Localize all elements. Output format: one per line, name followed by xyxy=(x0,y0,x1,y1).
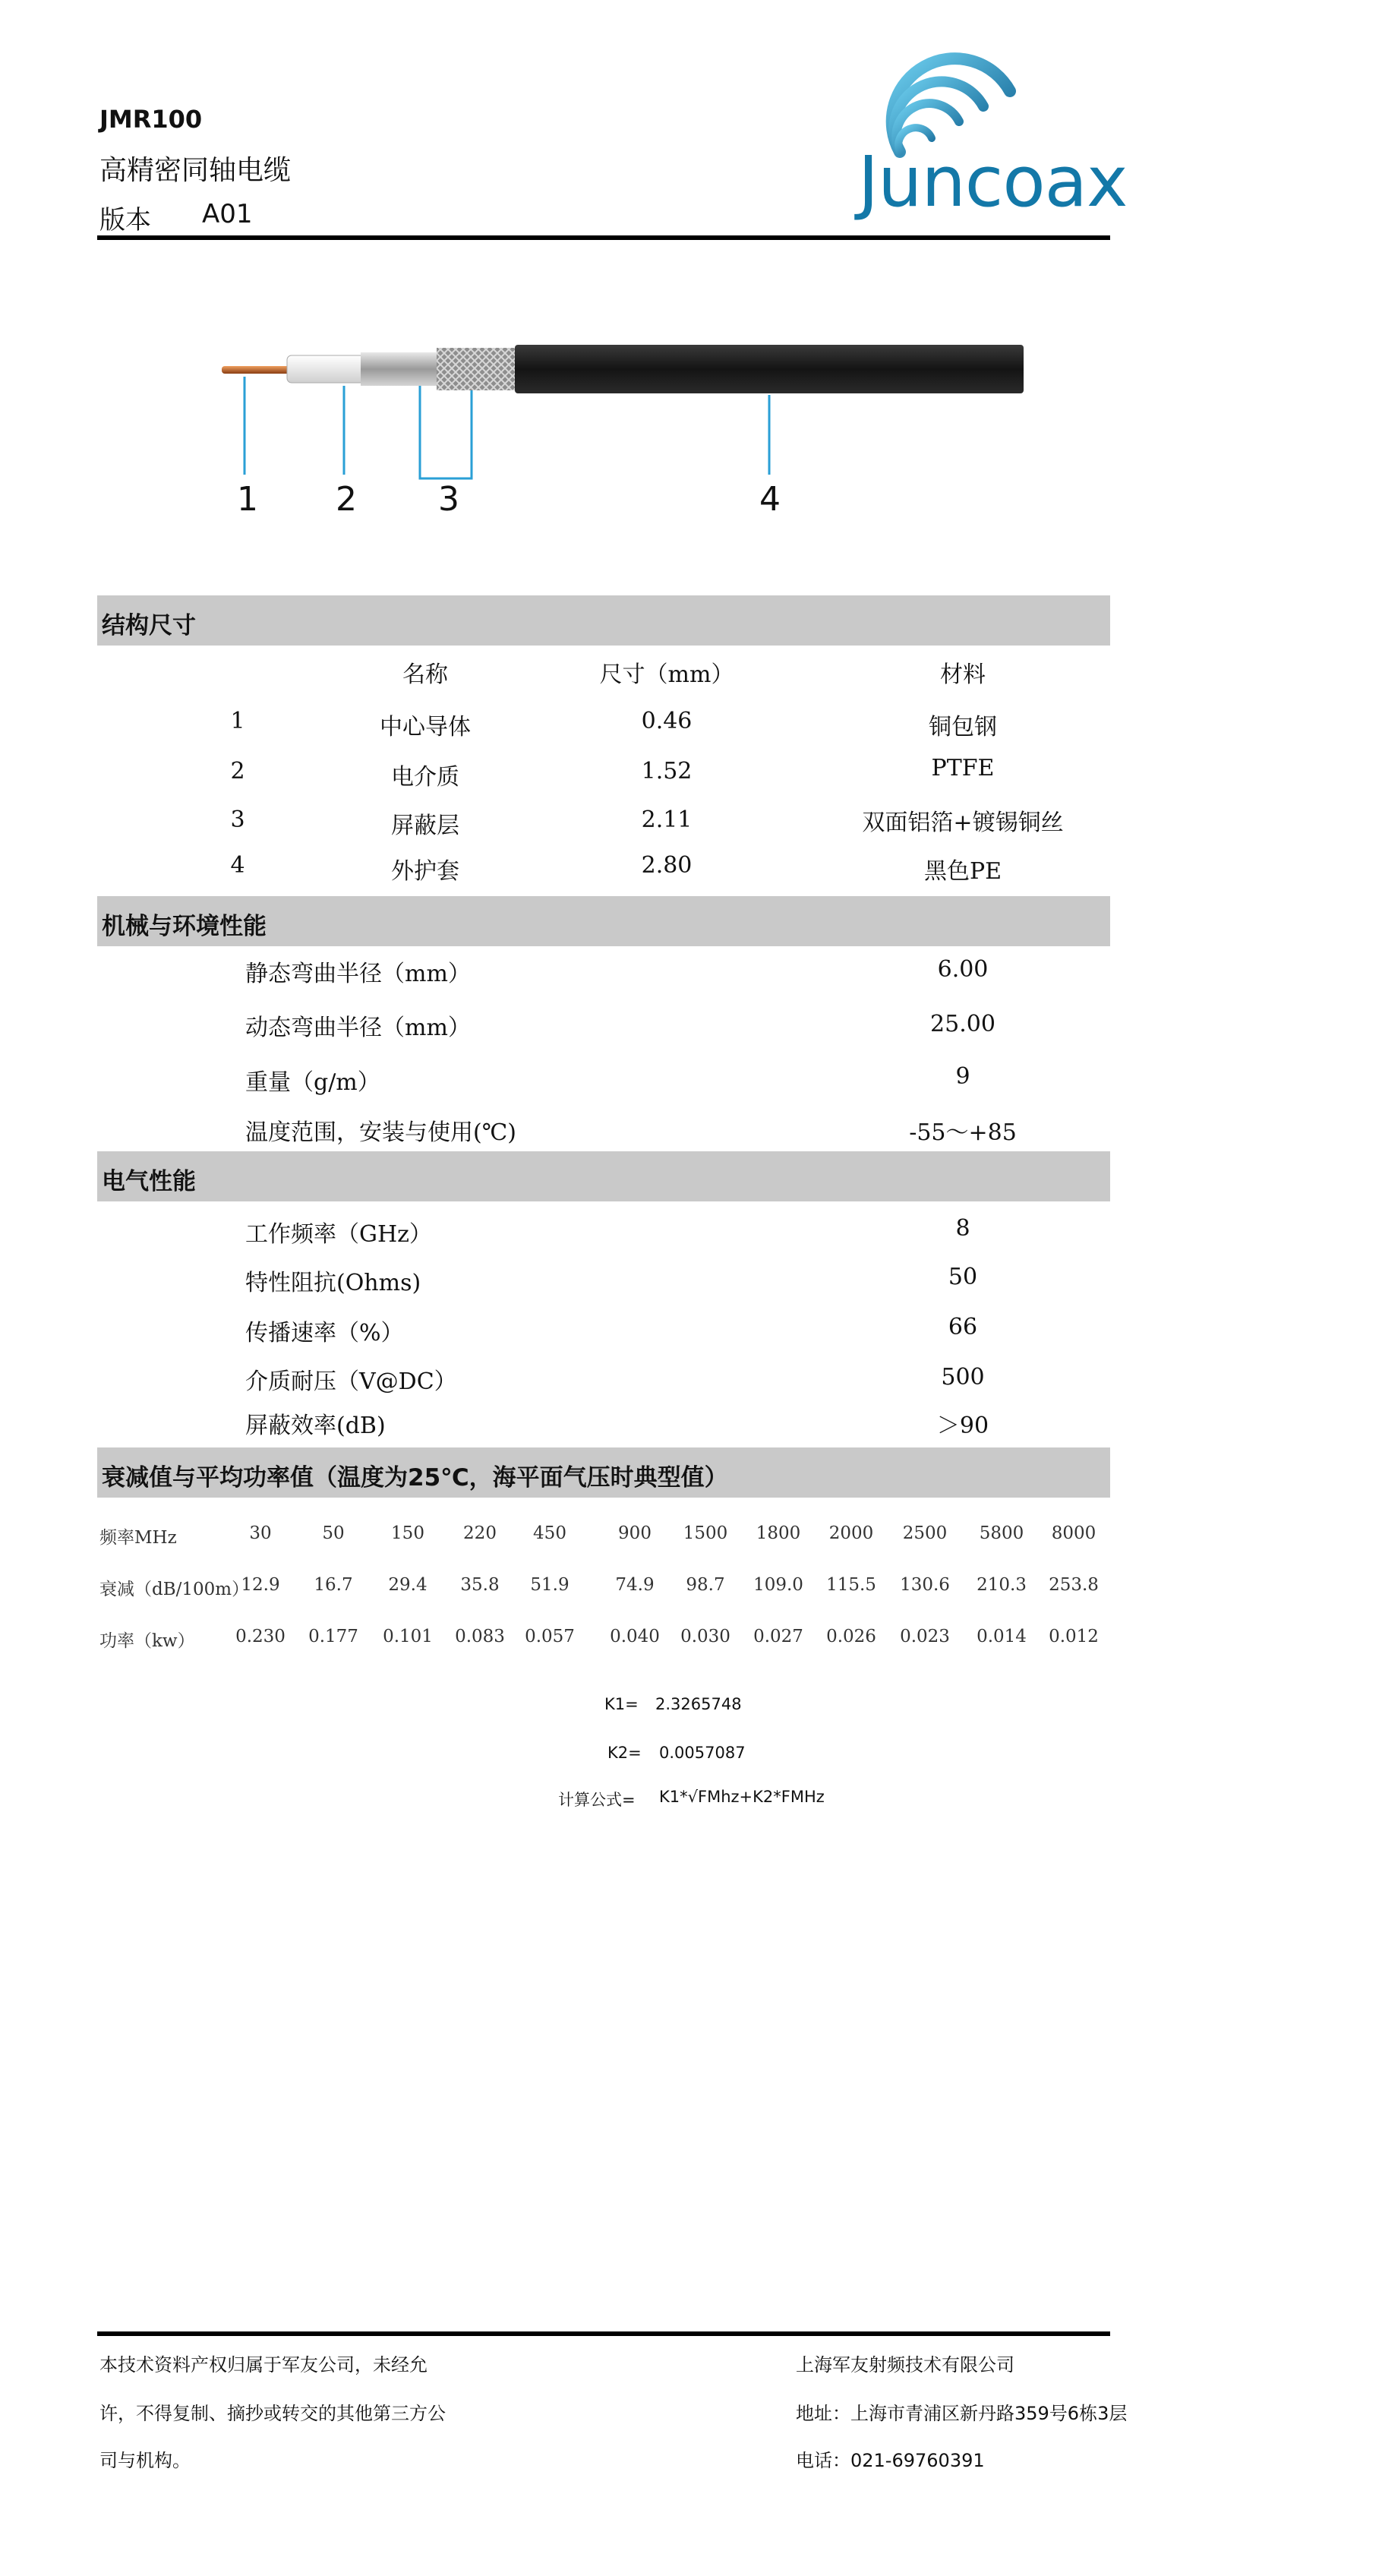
atten-cell: 130.6 xyxy=(900,1575,950,1595)
power-cell: 0.030 xyxy=(680,1627,730,1646)
company-name: 上海军友射频技术有限公司 xyxy=(796,2354,1014,2376)
freq-cell: 1800 xyxy=(756,1523,801,1543)
atten-row-label: 衰减（dB/100m） xyxy=(99,1580,250,1599)
atten-cell: 253.8 xyxy=(1049,1575,1099,1595)
version-label: 版本 xyxy=(99,205,151,235)
electrical-label: 传播速率（%） xyxy=(245,1320,404,1346)
power-cell: 0.012 xyxy=(1049,1627,1099,1646)
structure-row-material: PTFE xyxy=(931,755,995,781)
structure-row-name: 屏蔽层 xyxy=(391,813,459,839)
formula-value: K1*√FMhz+K2*FMHz xyxy=(659,1788,825,1806)
section-mechanical-header xyxy=(97,896,1110,946)
power-cell: 0.027 xyxy=(753,1627,803,1646)
freq-cell: 220 xyxy=(463,1523,497,1543)
power-cell: 0.177 xyxy=(308,1627,358,1646)
freq-cell: 2000 xyxy=(828,1523,874,1543)
column-header-name: 名称 xyxy=(402,661,448,688)
power-cell: 0.083 xyxy=(455,1627,505,1646)
mechanical-value: 9 xyxy=(955,1063,970,1090)
section-title: 机械与环境性能 xyxy=(102,913,267,940)
atten-cell: 29.4 xyxy=(388,1575,428,1595)
freq-cell: 5800 xyxy=(979,1523,1024,1543)
structure-row-material: 黑色PE xyxy=(923,858,1002,885)
atten-cell: 115.5 xyxy=(826,1575,876,1595)
power-cell: 0.014 xyxy=(977,1627,1027,1646)
cable-diagram xyxy=(0,319,1382,547)
column-header-size: 尺寸（mm） xyxy=(599,661,734,688)
electrical-label: 特性阻抗(Ohms) xyxy=(245,1270,421,1296)
copyright-notice-line: 本技术资料产权归属于军友公司，未经允 xyxy=(99,2354,428,2376)
electrical-value: 500 xyxy=(941,1364,985,1391)
section-title: 结构尺寸 xyxy=(102,612,196,639)
atten-cell: 210.3 xyxy=(977,1575,1027,1595)
atten-cell: 12.9 xyxy=(241,1575,280,1595)
power-row-label: 功率（kw） xyxy=(99,1631,195,1651)
callout-4: 4 xyxy=(759,480,781,519)
callout-3: 3 xyxy=(438,480,459,519)
company-address: 地址：上海市青浦区新丹路359号6栋3层 xyxy=(796,2403,1128,2424)
electrical-value: 8 xyxy=(955,1215,970,1242)
product-model: JMR100 xyxy=(99,105,203,134)
structure-row-name: 电介质 xyxy=(391,764,459,791)
mechanical-value: 6.00 xyxy=(937,956,989,983)
atten-cell: 109.0 xyxy=(753,1575,803,1595)
atten-cell: 51.9 xyxy=(530,1575,570,1595)
power-cell: 0.230 xyxy=(235,1627,286,1646)
electrical-label: 介质耐压（V@DC） xyxy=(245,1368,457,1395)
freq-cell: 8000 xyxy=(1051,1523,1096,1543)
structure-row-no: 4 xyxy=(230,852,245,879)
foil-layer xyxy=(361,352,444,386)
k2-label: K2= xyxy=(607,1744,642,1762)
section-title: 衰减值与平均功率值（温度为25℃，海平面气压时典型值） xyxy=(102,1464,728,1492)
electrical-label: 工作频率（GHz） xyxy=(245,1221,432,1248)
structure-row-no: 1 xyxy=(230,708,245,734)
callout-1: 1 xyxy=(237,480,258,519)
k2-value: 0.0057087 xyxy=(659,1744,746,1762)
version-value: A01 xyxy=(202,199,253,229)
power-cell: 0.023 xyxy=(900,1627,950,1646)
atten-cell: 74.9 xyxy=(615,1575,655,1595)
power-cell: 0.057 xyxy=(525,1627,575,1646)
power-cell: 0.040 xyxy=(610,1627,660,1646)
company-phone: 电话：021-69760391 xyxy=(796,2450,985,2471)
footer-rule xyxy=(97,2331,1110,2336)
logo-wordmark: Juncoax xyxy=(858,141,1128,223)
structure-row-size: 0.46 xyxy=(641,708,693,734)
formula-label: 计算公式= xyxy=(558,1791,636,1809)
freq-cell: 2500 xyxy=(902,1523,948,1543)
mechanical-label: 重量（g/m） xyxy=(245,1069,380,1096)
structure-row-size: 1.52 xyxy=(641,758,693,784)
electrical-value: 66 xyxy=(948,1314,978,1340)
structure-row-name: 外护套 xyxy=(391,858,459,885)
freq-cell: 900 xyxy=(618,1523,652,1543)
section-attenuation-header xyxy=(97,1447,1110,1498)
electrical-label: 屏蔽效率(dB) xyxy=(245,1413,386,1439)
atten-cell: 35.8 xyxy=(460,1575,500,1595)
freq-cell: 1500 xyxy=(683,1523,728,1543)
braid-layer xyxy=(437,348,520,390)
header-rule xyxy=(97,235,1110,240)
freq-row-label: 频率MHz xyxy=(99,1528,177,1548)
copyright-notice-line: 许，不得复制、摘抄或转交的其他第三方公 xyxy=(99,2403,446,2424)
k1-value: 2.3265748 xyxy=(655,1695,742,1713)
structure-row-material: 双面铝箔+镀锡铜丝 xyxy=(862,810,1064,836)
dielectric xyxy=(287,355,364,383)
electrical-value: ＞90 xyxy=(936,1413,989,1439)
callout-2: 2 xyxy=(336,480,357,519)
column-header-material: 材料 xyxy=(940,661,986,688)
section-structure-header xyxy=(97,595,1110,646)
structure-row-no: 2 xyxy=(230,758,245,784)
copyright-notice-line: 司与机构。 xyxy=(99,2450,191,2471)
power-cell: 0.026 xyxy=(826,1627,876,1646)
section-electrical-header xyxy=(97,1151,1110,1201)
power-cell: 0.101 xyxy=(383,1627,433,1646)
structure-row-size: 2.11 xyxy=(641,807,693,833)
structure-row-name: 中心导体 xyxy=(380,714,471,740)
mechanical-label: 动态弯曲半径（mm） xyxy=(245,1015,471,1041)
structure-row-no: 3 xyxy=(230,807,245,833)
structure-row-material: 铜包钢 xyxy=(929,714,997,740)
freq-cell: 30 xyxy=(249,1523,272,1543)
mechanical-label: 温度范围，安装与使用(℃) xyxy=(245,1119,516,1146)
mechanical-value: 25.00 xyxy=(930,1011,995,1037)
center-conductor xyxy=(222,366,290,374)
mechanical-value: -55～+85 xyxy=(909,1119,1017,1146)
atten-cell: 98.7 xyxy=(686,1575,725,1595)
section-title: 电气性能 xyxy=(102,1168,196,1195)
atten-cell: 16.7 xyxy=(314,1575,353,1595)
mechanical-label: 静态弯曲半径（mm） xyxy=(245,961,471,987)
freq-cell: 50 xyxy=(322,1523,345,1543)
freq-cell: 150 xyxy=(391,1523,424,1543)
outer-jacket xyxy=(515,345,1024,393)
electrical-value: 50 xyxy=(948,1264,978,1290)
product-name: 高精密同轴电缆 xyxy=(99,155,292,186)
structure-row-size: 2.80 xyxy=(641,852,693,879)
freq-cell: 450 xyxy=(533,1523,566,1543)
k1-label: K1= xyxy=(604,1695,639,1713)
